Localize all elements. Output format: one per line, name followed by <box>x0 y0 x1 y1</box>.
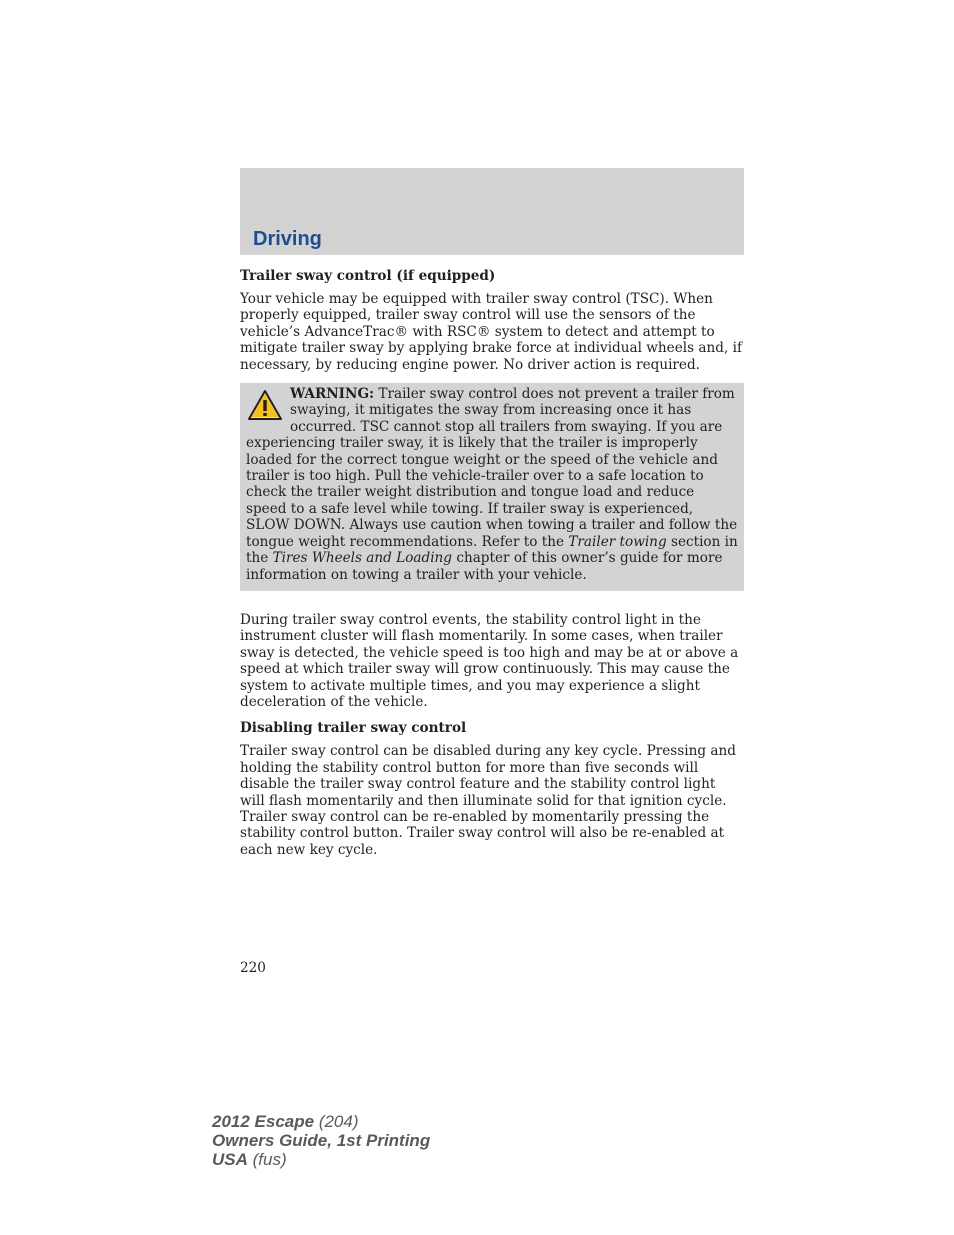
footer-market-line <box>212 1150 430 1169</box>
footer-edition-line <box>212 1131 430 1150</box>
disabling-heading: Disabling trailer sway control <box>240 720 467 737</box>
trailer-sway-heading: Trailer sway control (if equipped) <box>240 268 496 284</box>
page-content <box>240 268 744 868</box>
trailer-sway-intro: Your vehicle may be equipped with trailer sway control (TSC). When properly equipped, trailer sway control will use the sensors of the vehicle’s AdvanceTrac® with RSC® system to detect and attempt to mitigate trailer sway by applying brake force at individual wheels and, if necessary, by reducing engine power. No driver action is required. <box>240 291 742 373</box>
footer-market-code: (fus) <box>247 1150 287 1169</box>
section-header-band <box>240 168 744 255</box>
warning-box <box>240 383 744 591</box>
footer-model: 2012 Escape <box>212 1112 315 1131</box>
footer-edition: Owners Guide, 1st Printing <box>212 1131 431 1150</box>
tires-wheels-loading-reference: Tires Wheels and Loading <box>272 550 453 567</box>
warning-text-end: chapter of this owner’s guide for more information on towing a trailer with your vehicle. <box>246 550 723 583</box>
section-title: Driving <box>253 228 322 250</box>
page-number: 220 <box>240 960 266 976</box>
disabling-paragraph: Trailer sway control can be disabled during any key cycle. Pressing and holding the stability control button for more than five seconds will disable the trailer sway control feature and the stability control light will flash momentarily and then illuminate solid for that ignition cycle. Trailer sway control can be re-enabled by momentarily pressing the stability control button. Trailer sway control will also be re-enabled at each new key cycle. <box>240 743 736 858</box>
footer-model-line <box>212 1112 430 1131</box>
print-footer <box>212 1112 430 1169</box>
warning-label: WARNING: <box>290 386 375 403</box>
footer-market: USA <box>212 1150 248 1169</box>
trailer-towing-reference: Trailer towing <box>568 533 667 550</box>
warning-text-continued: section in the <box>246 533 738 567</box>
warning-text: Trailer sway control does not prevent a trailer from swaying, it mitigates the sway from increasing once it has occurred. TSC cannot stop all trailers from swaying. If you are experiencing trailer sway, it is likely that the trailer is improperly loaded for the correct tongue weight or the speed of the vehicle and trailer is too high. Pull the vehicle-trailer over to a safe location to check the trailer weight distribution and tongue load and reduce speed to a safe level while towing. If trailer sway is experienced, SLOW DOWN. Always use caution when towing a trailer and follow the tongue weight recommendations. Refer to the <box>246 386 738 550</box>
warning-triangle-icon <box>247 388 283 422</box>
footer-model-code: (204) <box>314 1112 359 1131</box>
sway-events-paragraph: During trailer sway control events, the stability control light in the instrument cluster will flash momentarily. In some cases, when trailer sway is detected, the vehicle speed is too high and may be at or above a speed at which trailer sway will grow continuously. This may cause the system to activate multiple times, and you may experience a slight deceleration of the vehicle. <box>240 611 739 710</box>
